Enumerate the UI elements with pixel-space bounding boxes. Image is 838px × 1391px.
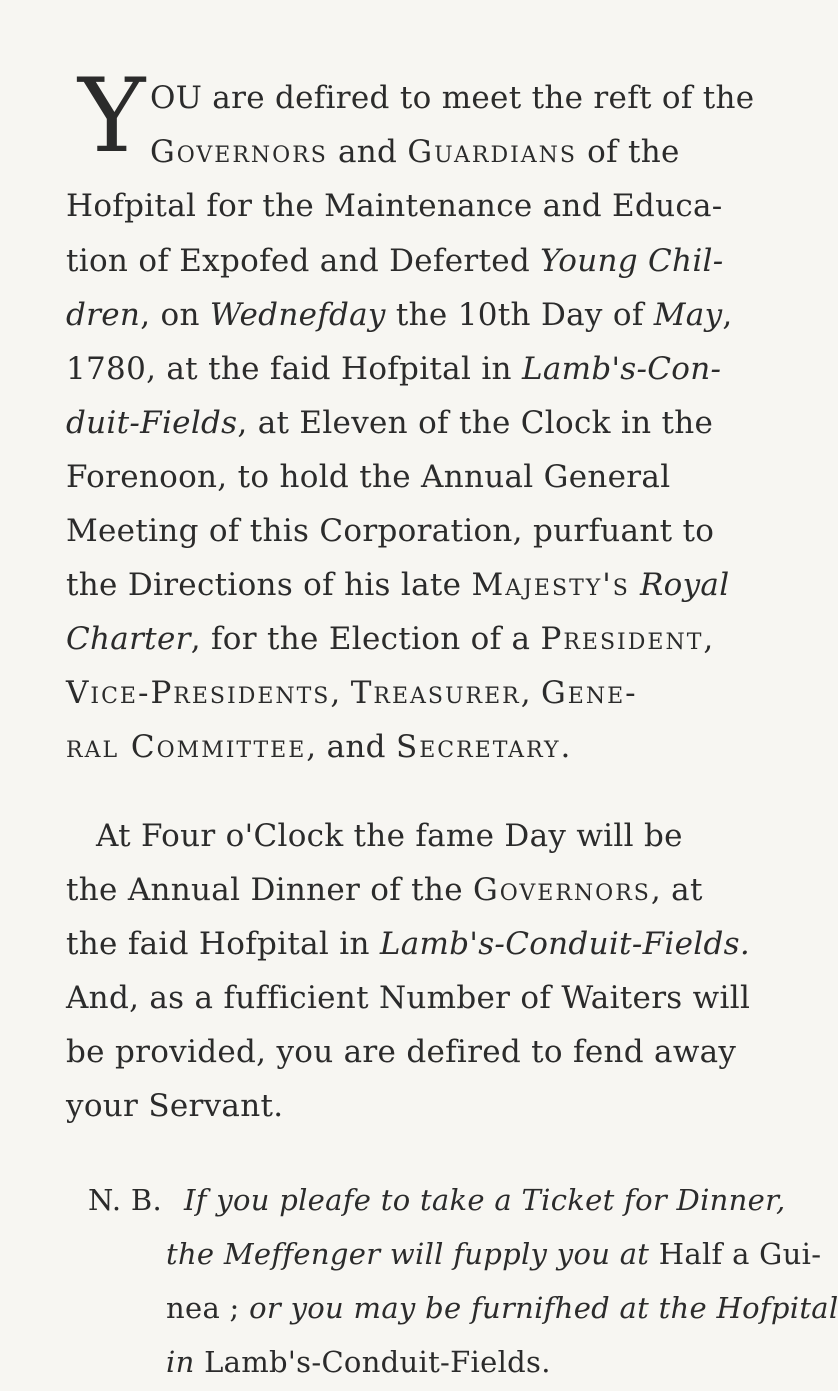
nb-l2-text: the Meffenger will fupply you at	[166, 1237, 659, 1271]
p2-line-2	[66, 870, 703, 910]
nb-label: N. B.	[88, 1183, 162, 1217]
p1-line-2	[150, 132, 680, 172]
nb-line-3	[166, 1288, 838, 1328]
p2-line-3	[66, 924, 750, 964]
general-committee-text: ral Committee	[66, 729, 307, 765]
royal-text: Royal	[629, 567, 730, 603]
place-text-2: duit-Fields	[66, 405, 238, 441]
nb-price-text: Half a Gui-	[658, 1237, 822, 1271]
charter-text: Charter	[66, 621, 191, 657]
place-text-1: Lamb's-Con-	[521, 351, 722, 387]
p1-line-13	[66, 727, 571, 767]
vice-presidents-text: Vice-Presidents	[66, 675, 331, 711]
p1-l9-text: Meeting of this Corporation, purfuant to	[66, 513, 715, 549]
president-text: President	[540, 621, 704, 657]
p2-line-1	[96, 816, 683, 856]
p1-l12-sep-2: ,	[520, 675, 542, 711]
p1-l1-text: OU are defired to meet the reft of the	[150, 80, 755, 116]
p2-l4-text: And, as a fufficient Number of Waiters will	[66, 980, 751, 1016]
p1-l5-comma: ,	[722, 297, 733, 333]
p1-l5-dren: dren	[66, 297, 141, 333]
nb-l3-nea: nea ;	[166, 1291, 250, 1325]
p1-l8-text: Forenoon, to hold the Annual General	[66, 459, 671, 495]
p1-line-1	[150, 78, 754, 118]
p2-l5-text: be provided, you are defired to fend away	[66, 1034, 737, 1070]
p1-line-7	[66, 403, 713, 443]
nb-line-4	[166, 1342, 551, 1382]
nb-line-2	[166, 1234, 821, 1274]
p1-l13-and: , and	[306, 729, 396, 765]
month-text: May	[653, 297, 723, 333]
p1-line-11	[66, 619, 714, 659]
secretary-text: Secretary	[395, 729, 561, 765]
p1-l13-period: .	[560, 729, 571, 765]
nb-l1-text: If you pleafe to take a Ticket for Dinner,	[184, 1183, 786, 1217]
p2-l3-text: the faid Hofpital in	[66, 926, 380, 962]
p1-line-10	[66, 565, 729, 605]
place-text-3: Lamb's-Conduit-Fields.	[379, 926, 750, 962]
treasurer-text: Treasurer	[350, 675, 521, 711]
drop-cap: Y	[78, 57, 146, 176]
young-children-text: Young Chil-	[540, 243, 724, 279]
p1-l5-on: , on	[140, 297, 210, 333]
p1-l2-and: and	[327, 134, 408, 170]
p2-line-4	[66, 978, 750, 1018]
p2-l1-text: At Four o'Clock the fame Day will be	[96, 818, 683, 854]
p1-l2-end: of the	[576, 134, 680, 170]
p1-l5-date: the 10th Day of	[385, 297, 654, 333]
weekday-text: Wednefday	[209, 297, 386, 333]
governors-text-2: Governors	[473, 872, 651, 908]
p1-line-9	[66, 511, 714, 551]
p1-line-6	[66, 349, 721, 389]
p1-l3-text: Hofpital for the Maintenance and Educa-	[66, 188, 723, 224]
nb-l3-text: or you may be furnifhed at the Hofpital	[249, 1291, 838, 1325]
p1-line-8	[66, 457, 670, 497]
p2-line-6	[66, 1086, 283, 1126]
majesty-text: Majesty's	[471, 567, 630, 603]
p2-l6-text: your Servant.	[66, 1088, 284, 1124]
p1-l7-text: , at Eleven of the Clock in the	[237, 405, 714, 441]
p2-l2-end: , at	[650, 872, 703, 908]
nb-line-1	[88, 1180, 786, 1220]
guardians-text: Guardians	[407, 134, 577, 170]
p1-line-3	[66, 186, 723, 226]
nb-l4-in: in	[166, 1345, 205, 1379]
p2-line-5	[66, 1032, 736, 1072]
p1-l11-text: , for the Election of a	[190, 621, 541, 657]
governors-text: Governors	[150, 134, 328, 170]
place-text-4: Lamb's-Conduit-Fields.	[204, 1345, 551, 1379]
p1-line-4	[66, 241, 724, 281]
p1-l11-comma: ,	[703, 621, 714, 657]
p1-l6-text: 1780, at the faid Hofpital in	[66, 351, 522, 387]
p1-l12-sep-1: ,	[330, 675, 351, 711]
p2-l2-text: the Annual Dinner of the	[66, 872, 473, 908]
p1-line-12	[66, 673, 638, 713]
p1-l4-text: tion of Expofed and Deferted	[66, 243, 541, 279]
p1-line-5	[66, 295, 733, 335]
general-text-1: Gene-	[541, 675, 638, 711]
p1-l10-text: the Directions of his late	[66, 567, 472, 603]
